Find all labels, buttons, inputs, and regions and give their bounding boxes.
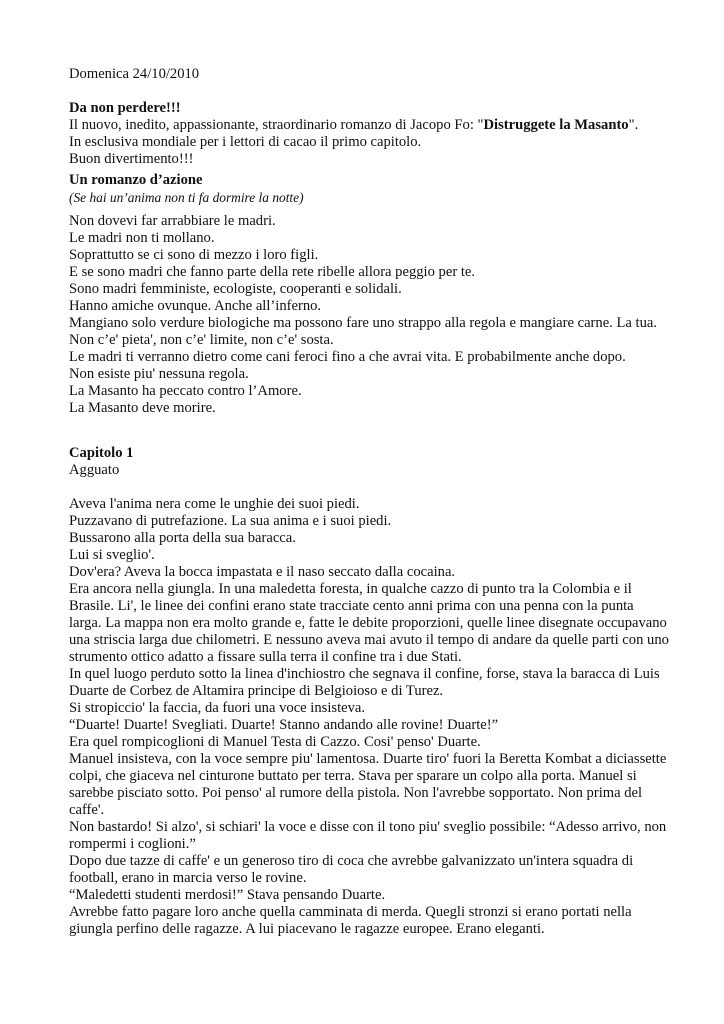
date-line: Domenica 24/10/2010 [69,66,200,82]
chapter-heading: Capitolo 1 [69,445,134,461]
chapter-paragraph: Lui si sveglio'. [69,547,155,563]
intro-line: Soprattutto se ci sono di mezzo i loro figli. [69,247,319,263]
intro-line: Non dovevi far arrabbiare le madri. [69,213,276,229]
intro-line: Le madri ti verranno dietro come cani feroci fino a che avrai vita. E probabilmente anche dopo. [69,349,626,365]
announcement-heading: Da non perdere!!! [69,100,181,116]
intro-line: Mangiano solo verdure biologiche ma possono fare uno strappo alla regola e mangiare carne. La tua. [69,315,657,331]
chapter-paragraph: Non bastardo! Si alzo', si schiari' la voce e disse con il tono piu' sveglio possibile: “Adesso arrivo, non rompermi i coglioni.” [69,819,667,852]
announcement-line-1-suffix: ". [628,117,639,133]
chapter-paragraph: “Maledetti studenti merdosi!” Stava pensando Duarte. [69,887,386,903]
intro-line: La Masanto ha peccato contro l’Amore. [69,383,302,399]
intro-heading: Un romanzo d’azione [69,172,203,188]
chapter-paragraph: Si stropiccio' la faccia, da fuori una voce insisteva. [69,700,366,716]
chapter-paragraph: Avrebbe fatto pagare loro anche quella camminata di merda. Quegli stronzi si erano portati nella giungla perfino delle ragazze. A lui piacevano le ragazze europee. Erano eleganti. [69,904,632,937]
chapter-paragraph: Dov'era? Aveva la bocca impastata e il naso seccato dalla cocaina. [69,564,456,580]
chapter-paragraph: Era quel rompicoglioni di Manuel Testa di Cazzo. Cosi' penso' Duarte. [69,734,481,750]
announcement-line-1-prefix: Il nuovo, inedito, appassionante, straordinario romanzo di Jacopo Fo: " [69,117,484,133]
chapter-paragraph: In quel luogo perduto sotto la linea d'inchiostro che segnava il confine, forse, stava la baracca di Luis Duarte de Corbez de Altamira principe di Belgioioso e di Turez. [69,666,660,699]
intro-line: E se sono madri che fanno parte della rete ribelle allora peggio per te. [69,264,476,280]
chapter-paragraph: Puzzavano di putrefazione. La sua anima e i suoi piedi. [69,513,392,529]
chapter-paragraph: “Duarte! Duarte! Svegliati. Duarte! Stanno andando alle rovine! Duarte!” [69,717,499,733]
intro-subtitle: (Se hai un’anima non ti fa dormire la notte) [69,190,304,205]
intro-line: Le madri non ti mollano. [69,230,215,246]
intro-line: Non esiste piu' nessuna regola. [69,366,249,382]
intro-line: La Masanto deve morire. [69,400,216,416]
chapter-text-block [69,496,669,938]
chapter-paragraph: Aveva l'anima nera come le unghie dei suoi piedi. [69,496,360,512]
chapter-paragraph: Dopo due tazze di caffe' e un generoso tiro di coca che avrebbe galvanizzato un'intera squadra di football, erano in marcia verso le rovine. [69,853,634,886]
announcement-line-3: Buon divertimento!!! [69,151,194,167]
chapter-title: Agguato [69,462,120,478]
intro-line: Sono madri femministe, ecologiste, cooperanti e solidali. [69,281,402,297]
announcement-line-1 [69,117,669,134]
chapter-paragraph: Era ancora nella giungla. In una maledetta foresta, in qualche cazzo di punto tra la Colombia e il Brasile. Li', le linee dei confini erano state tracciate cento anni prima con una penna con la punta larga. La mappa non era molto grande e, fatte le debite proporzioni, quelle linee disegnate occupavano una striscia larga due chilometri. E nessuno aveva mai avuto il tempo di andare da quelle parti con uno strumento ottico adatto a fissare sulla terra il confine tra i due Stati. [69,581,669,665]
intro-line: Hanno amiche ovunque. Anche all’inferno. [69,298,322,314]
chapter-paragraph: Bussarono alla porta della sua baracca. [69,530,296,546]
announcement-section [69,100,669,168]
novel-title: Distruggete la Masanto [483,117,629,133]
intro-section [69,172,669,417]
document-page [69,66,669,938]
chapter-section [69,445,669,938]
chapter-paragraph: Manuel insisteva, con la voce sempre piu' lamentosa. Duarte tiro' fuori la Beretta Kombat a diciassette colpi, che giaceva nel cinturone buttato per terra. Stava per sparare un colpo alla porta. Manuel si sarebbe pisciato sotto. Poi penso' al rumore della pistola. Non l'avrebbe sopportato. Non prima del caffe'. [69,751,667,818]
intro-text-block [69,213,669,417]
announcement-line-2: In esclusiva mondiale per i lettori di cacao il primo capitolo. [69,134,422,150]
intro-line: Non c’e' pieta', non c’e' limite, non c’e' sosta. [69,332,334,348]
